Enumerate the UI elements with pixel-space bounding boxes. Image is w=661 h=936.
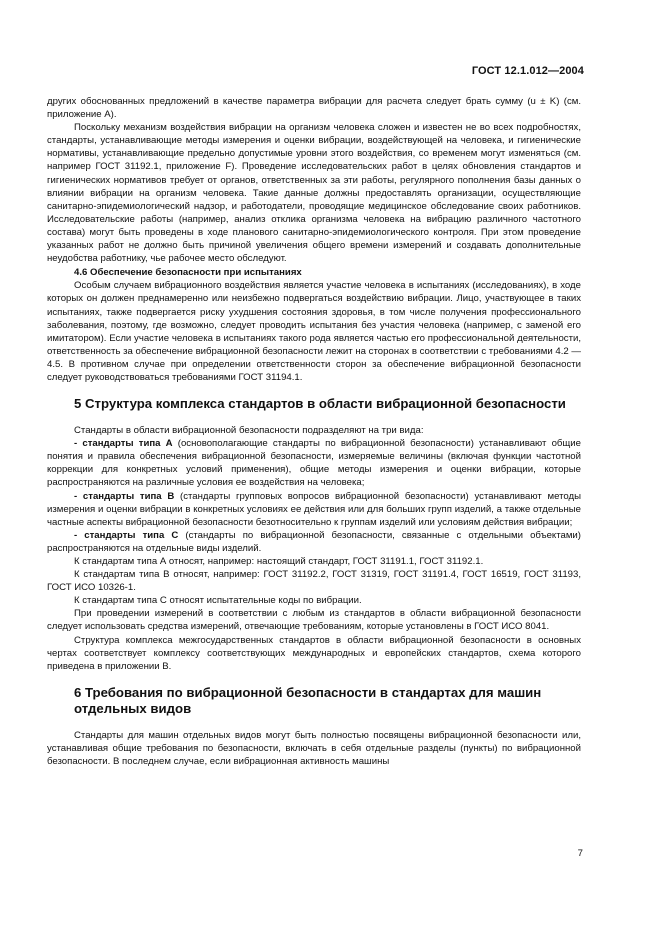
type-b-text: (стандарты групповых вопросов вибрационной безопасности) устанавливают методы измерения и оценки вибрации в конкретных условиях ее действия или для больших групп изделий, а также отдельные частные аспекты вибрационной безопасности безотносительно к группам изделий или условиям действия вибрации; <box>47 490 581 528</box>
paragraph-mechanism: Поскольку механизм воздействия вибрации на организм человека сложен и известен не во всех подробностях, стандарты, устанавливающие методы измерения и оценки вибрации, воздействующей на человека, и гигиенические нормативы, устанавливающие предельно допустимые уровни этого воздействия, со временем могут изменяться (см. например ГОСТ 31192.1, приложение F). Проведение исследовательских работ в целях обновления стандартов и гигиенических нормативов требует от органов, ответственных за эти работы, регулярного пополнения базы данных о влиянии вибрации на организм человека. Такие данные должны предоставлять организации, осуществляющие санитарно-эпидемиологический надзор, и работодатели, проводящие медицинское обследование своих работников. Исследовательские работы (например, анализ отклика организма человека на вибрацию различного частотного состава) могут быть проведены в ходе планового санитарно-эпидемиологического контроля. При этом проведение указанных работ не должно быть причиной увеличения общего времени измерений и создавать дополнительные неудобства работнику, чье рабочее место обследуют. <box>47 122 581 265</box>
section-6-title: 6 Требования по вибрационной безопасности в стандартах для машин отдельных видов <box>74 684 542 716</box>
subsection-4-6-text: Особым случаем вибрационного воздействия является участие человека в испытаниях (исследованиях), в ходе которых он должен преднамеренно или неизбежно подвергаться воздействию вибрации. Лицо, участвующее в таких испытаниях, также подвергается риску ухудшения состояния здоровья, в том числе получения профессионального заболевания, поэтому, где возможно, следует проводить испытания без участия человека (например, с заменой его имитатором). Если участие человека в испытаниях такого рода является частью его профессиональной деятельности, ответственность за обеспечение вибрационной безопасности лежит на сторонах в соответствии с требованиями 4.2 — 4.5. В противном случае при определении ответственности сторон за обеспечение вибрационной безопасности следует руководствоваться требованиями ГОСТ 31194.1. <box>47 280 581 383</box>
structure-paragraph: Структура комплекса межгосударственных стандартов в области вибрационной безопасности в основных чертах соответствует комплексу соответствующих международных и европейских стандартов, схема которого приведена в приложении В. <box>47 634 581 672</box>
type-a-item <box>47 437 581 489</box>
document-id-header: ГОСТ 12.1.012—2004 <box>471 65 584 77</box>
measurement-paragraph: При проведении измерений в соответствии с любым из стандартов в области вибрационной безопасности следует использовать средства измерений, отвечающие требованиям, которые установлены в ГОСТ ИСО 8041. <box>47 608 581 633</box>
type-a-references: К стандартам типа А относят, например: настоящий стандарт, ГОСТ 31191.1, ГОСТ 31192.1. <box>74 556 484 567</box>
type-c-text: (стандарты по вибрационной безопасности, связанные с отдельными объектами) распространяются на отдельные виды изделий. <box>47 529 581 554</box>
type-a-label: - стандарты типа А <box>74 438 173 450</box>
section-6-text: Стандарты для машин отдельных видов могут быть полностью посвящены вибрационной безопасности или, устанавливая общие требования по безопасности, включать в себя отдельные разделы (пункты) по вибрационной безопасности. В последнем случае, если вибрационная активность машины <box>47 729 581 768</box>
page-number: 7 <box>577 848 583 859</box>
type-c-references: К стандартам типа С относят испытательные коды по вибрации. <box>74 595 362 607</box>
type-b-references: К стандартам типа В относят, например: ГОСТ 31192.2, ГОСТ 31319, ГОСТ 31191.4, ГОСТ 16519, ГОСТ 31193, ГОСТ ИСО 10326-1. <box>47 569 581 594</box>
paragraph-continuation: других обоснованных предложений в качестве параметра вибрации для расчета следует брать сумму (u ± K) (см. приложение А). <box>47 96 581 121</box>
type-b-item <box>47 490 581 529</box>
type-a-text: (основополагающие стандарты по вибрационной безопасности) устанавливают общие понятия и правила обеспечения вибрационной безопасности, измеряемые величины (включая функции частотной коррекции для конкретных условий применения), общие методы измерения и оценки вибрации, которые распространяются на различные условия ее воздействия на человека; <box>47 438 582 489</box>
page-content <box>47 95 581 768</box>
type-c-item <box>47 529 581 555</box>
type-b-label: - стандарты типа В <box>74 490 175 502</box>
section-5-title: 5 Структура комплекса стандартов в области вибрационной безопасности <box>74 396 566 412</box>
subsection-4-6-title: 4.6 Обеспечение безопасности при испытаниях <box>74 267 302 279</box>
type-c-label: - стандарты типа С <box>74 529 179 541</box>
section-5-intro: Стандарты в области вибрационной безопасности подразделяют на три вида: <box>74 425 424 437</box>
